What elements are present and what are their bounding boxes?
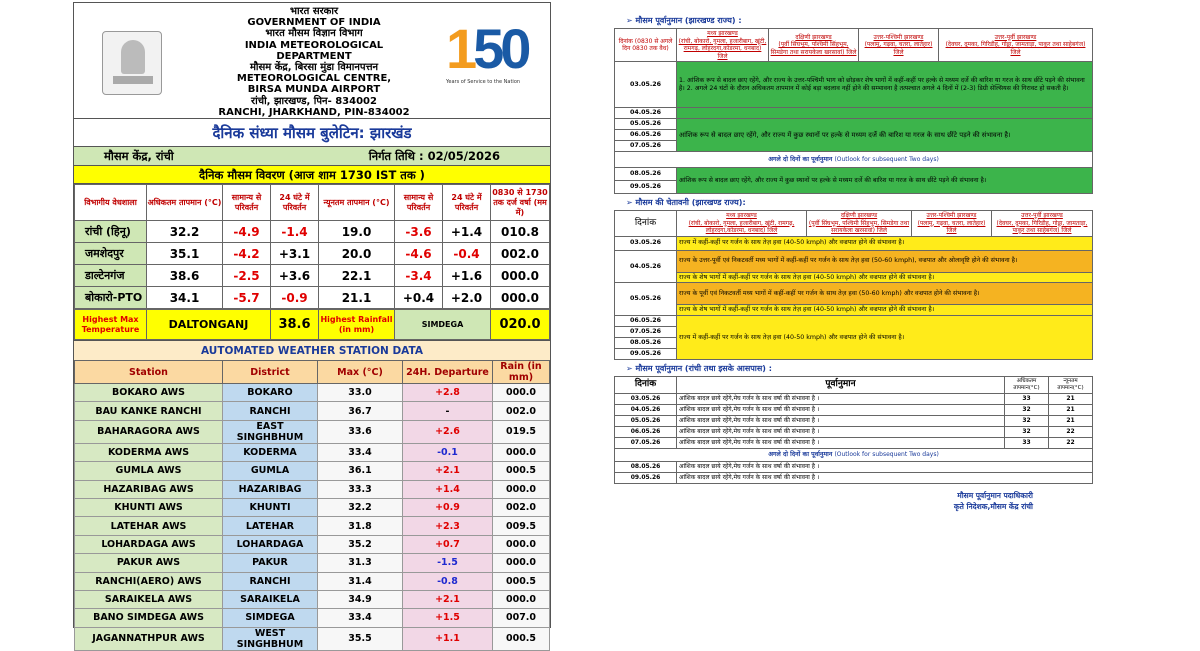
station-name: रांची (हिनू): [75, 221, 147, 243]
centre-name: मौसम केंद्र, रांची: [104, 149, 174, 163]
daily-value: -4.2: [223, 243, 271, 265]
aws-max: 33.6: [318, 420, 403, 443]
warning-date: 03.05.26: [615, 236, 677, 250]
daily-value: +1.4: [443, 221, 491, 243]
ranchi-forecast-title: ➢ मौसम पूर्वानुमान (रांची तथा इसके आसपास) :: [626, 364, 772, 374]
aws-row: [75, 402, 550, 420]
daily-value: -5.7: [223, 287, 271, 309]
station-name: जमशेदपुर: [75, 243, 147, 265]
aws-departure: +2.6: [403, 420, 493, 443]
state-forecast-table: [614, 28, 1093, 194]
forecast-next-title: [615, 152, 1093, 168]
aws-district: LOHARDAGA: [223, 535, 318, 553]
ranchi-forecast: आंशिक बादल छाये रहेंगे,मेघ गर्जन के साथ वर्षा की संभावना है ।: [677, 393, 1005, 404]
daily-col-header: 24 घंटे में परिवर्तन: [443, 185, 491, 221]
warning-row: [615, 250, 1093, 272]
aws-departure: +1.4: [403, 480, 493, 498]
daily-value: +3.6: [271, 265, 319, 287]
aws-rain: 000.5: [493, 462, 550, 480]
daily-value: 38.6: [147, 265, 223, 287]
forecast-date: 06.05.26: [615, 130, 677, 141]
region-header: [912, 211, 992, 237]
header-text: [214, 6, 414, 118]
header-line: भारत मौसम विज्ञान विभाग: [265, 28, 363, 40]
daily-value: +0.4: [395, 287, 443, 309]
ranchi-forecast: आंशिक बादल छाये रहेंगे,मेघ गर्जन के साथ वर्षा की संभावना है ।: [677, 437, 1005, 448]
region-districts: (देवघर, दुमका, गिरिडीह, गोड्डा, जामताड़ा, पाकुर तथा साहेबगंज) जिले: [945, 41, 1086, 56]
ranchi-next-title-row: [615, 448, 1093, 461]
warning-date: 06.05.26: [615, 316, 677, 327]
region-name: दक्षिणी झारखण्ड: [840, 212, 878, 219]
ranchi-min: 21: [1049, 393, 1093, 404]
aws-max: 31.8: [318, 517, 403, 535]
aws-district: KODERMA: [223, 443, 318, 461]
aws-row: [75, 462, 550, 480]
ranchi-forecast: आंशिक बादल छाये रहेंगे,मेघ गर्जन के साथ वर्षा की संभावना है ।: [677, 404, 1005, 415]
aws-max: 32.2: [318, 498, 403, 516]
forecast-row: [615, 119, 1093, 130]
region-header: [939, 29, 1093, 62]
ranchi-date: 06.05.26: [615, 426, 677, 437]
forecast-next-title-row: [615, 152, 1093, 168]
region-districts: (रांची, बोकारो, गुमला, हजारीबाग, खूंटी, रामगढ़, लोहरदगा,कोडरमा, धनबाद) जिले: [688, 219, 795, 234]
signature-line-1: मौसम पूर्वानुमान पदाधिकारी: [957, 490, 1033, 500]
aws-station: BOKARO AWS: [75, 384, 223, 402]
imd-150-years-logo: 150 Years of Service to the Nation: [446, 21, 542, 101]
ranchi-col-header: अधिकतम तापमान(°C): [1005, 377, 1049, 394]
warning-table: [614, 210, 1093, 360]
ranchi-row: [615, 393, 1093, 404]
aws-rain: 000.0: [493, 443, 550, 461]
ranchi-header: [615, 377, 1093, 394]
region-header: [677, 211, 807, 237]
warning-date: 08.05.26: [615, 338, 677, 349]
bulletin-title: दैनिक संध्या मौसम बुलेटिन: झारखंड: [74, 119, 550, 147]
aws-table-header: [75, 361, 550, 384]
next-title-text: अगले दो दिनों का पूर्वानुमान: [768, 451, 833, 459]
warning-header: [615, 211, 1093, 237]
aws-table: [74, 360, 550, 651]
daily-value: 010.8: [491, 221, 550, 243]
daily-row: [75, 265, 550, 287]
warning-row: [615, 236, 1093, 250]
daily-row: [75, 243, 550, 265]
aws-row: [75, 443, 550, 461]
aws-max: 35.5: [318, 627, 403, 650]
region-districts: (देवघर, दुमका, गिरिडीह, गोड्डा, जामताड़ा, पाकुर तथा साहेबगंज) जिले: [996, 219, 1088, 234]
region-districts: (पूर्वी सिंघभूम, पश्चिमी सिंहभूम, सिमडेगा तथा सरायकेला खरसावां) जिले: [770, 41, 857, 56]
aws-district: BOKARO: [223, 384, 318, 402]
daily-value: 19.0: [319, 221, 395, 243]
aws-row: [75, 420, 550, 443]
forecast-date: 07.05.26: [615, 141, 677, 152]
aws-departure: -1.5: [403, 554, 493, 572]
daily-col-header: न्यूनतम तापमान (°C): [319, 185, 395, 221]
daily-value: -4.9: [223, 221, 271, 243]
daily-value: 000.0: [491, 265, 550, 287]
aws-rain: 000.0: [493, 590, 550, 608]
daily-value: -0.4: [443, 243, 491, 265]
daily-col-header: सामान्य से परिवर्तन: [395, 185, 443, 221]
aws-rain: 019.5: [493, 420, 550, 443]
daily-col-header: अधिकतम तापमान (°C): [147, 185, 223, 221]
forecast-text: आंशिक रूप से बादल छाए रहेंगे, और राज्य में कुछ स्थानों पर हल्के से मध्यम दर्जे की बारिश या गरज के साथ छींटे पड़ने की संभावना है।: [677, 168, 1093, 194]
highest-max-label: Highest Max Temperature: [75, 310, 147, 340]
ranchi-date: 09.05.26: [615, 472, 677, 483]
daily-value: 32.2: [147, 221, 223, 243]
forecast-next-row: [615, 168, 1093, 181]
aws-rain: 000.0: [493, 535, 550, 553]
state-forecast-title: ➢ मौसम पूर्वानुमान (झारखण्ड राज्य) :: [626, 16, 742, 25]
ranchi-min: 21: [1049, 404, 1093, 415]
aws-col-header: Rain (in mm): [493, 361, 550, 384]
region-districts: (रांची, बोकारो, गुमला, हजारीबाग, खूंटी, रामगढ़, लोहरदगा,कोडरमा, धनबाद) जिले: [678, 37, 767, 60]
region-header: [807, 211, 912, 237]
ranchi-min: 22: [1049, 426, 1093, 437]
ranchi-forecast: आंशिक बादल छाये रहेंगे,मेघ गर्जन के साथ वर्षा की संभावना है ।: [677, 461, 1093, 472]
centre-issue-row: [74, 147, 550, 166]
aws-station: SARAIKELA AWS: [75, 590, 223, 608]
region-header: [992, 211, 1093, 237]
aws-row: [75, 384, 550, 402]
signature-block: [614, 490, 1093, 512]
region-name: उत्तर-पूर्वी झारखण्ड: [994, 33, 1037, 41]
bulletin-header: [74, 3, 550, 119]
aws-col-header: District: [223, 361, 318, 384]
logo-number: 50: [473, 17, 528, 80]
ranchi-next-row: [615, 472, 1093, 483]
daily-value: -3.4: [395, 265, 443, 287]
daily-value: -1.4: [271, 221, 319, 243]
aws-station: JAGANNATHPUR AWS: [75, 627, 223, 650]
aws-station: KODERMA AWS: [75, 443, 223, 461]
ranchi-max: 32: [1005, 415, 1049, 426]
aws-rain: 000.0: [493, 384, 550, 402]
aws-station: BAU KANKE RANCHI: [75, 402, 223, 420]
aws-station: LATEHAR AWS: [75, 517, 223, 535]
aws-row: [75, 480, 550, 498]
warning-date: 05.05.26: [615, 283, 677, 316]
warning-title: ➢ मौसम की चेतावनी (झारखण्ड राज्य):: [626, 198, 746, 207]
aws-max: 34.9: [318, 590, 403, 608]
aws-district: GUMLA: [223, 462, 318, 480]
ranchi-forecast: आंशिक बादल छाये रहेंगे,मेघ गर्जन के साथ वर्षा की संभावना है ।: [677, 426, 1005, 437]
aws-rain: 000.5: [493, 627, 550, 650]
aws-rain: 000.0: [493, 480, 550, 498]
aws-departure: +1.1: [403, 627, 493, 650]
aws-rain: 000.0: [493, 554, 550, 572]
header-line: RANCHI, JHARKHAND, PIN-834002: [218, 106, 410, 118]
aws-station: KHUNTI AWS: [75, 498, 223, 516]
forecast-date: 08.05.26: [615, 168, 677, 181]
highest-rain-label: Highest Rainfall (in mm): [319, 310, 395, 340]
ranchi-next-row: [615, 461, 1093, 472]
warning-row: [615, 272, 1093, 283]
ranchi-next-title: [615, 448, 1093, 461]
station-name: डाल्टेनगंज: [75, 265, 147, 287]
warning-date: 09.05.26: [615, 349, 677, 360]
next-title-sub: (Outlook for subsequent Two days): [834, 155, 939, 163]
aws-departure: -: [403, 402, 493, 420]
header-line: METEOROLOGICAL CENTRE,: [236, 73, 392, 85]
aws-max: 31.3: [318, 554, 403, 572]
ranchi-min: 22: [1049, 437, 1093, 448]
aws-row: [75, 609, 550, 627]
aws-max: 33.3: [318, 480, 403, 498]
ranchi-col-header: पूर्वानुमान: [677, 377, 1005, 394]
daily-value: 22.1: [319, 265, 395, 287]
aws-station: RANCHI(AERO) AWS: [75, 572, 223, 590]
daily-row: [75, 221, 550, 243]
forecast-date: 04.05.26: [615, 108, 677, 119]
forecast-header: [615, 29, 1093, 62]
aws-station: LOHARDAGA AWS: [75, 535, 223, 553]
region-header: [859, 29, 939, 62]
aws-col-header: Max (°C): [318, 361, 403, 384]
aws-rain: 007.0: [493, 609, 550, 627]
aws-district: EAST SINGHBHUM: [223, 420, 318, 443]
forecast-date: 03.05.26: [615, 62, 677, 108]
daily-col-header: 0830 से 1730 तक दर्ज वर्षा (मम में): [491, 185, 550, 221]
aws-departure: +1.5: [403, 609, 493, 627]
forecast-text: आंशिक रूप से बादल छाए रहेंगे, और राज्य में कुछ स्थानों पर हल्के से मध्यम दर्जे की बारिश या गरज के साथ छींटे पड़ने की संभावना है।: [677, 119, 1093, 152]
ranchi-max: 33: [1005, 437, 1049, 448]
warning-text: राज्य में कहीं-कहीं पर गर्जन के साथ तेज़ हवा (40-50 kmph) और वज्रपात होने की संभावना है।: [677, 236, 1093, 250]
warning-row: [615, 283, 1093, 305]
aws-rain: 002.0: [493, 402, 550, 420]
logo-tagline: Years of Service to the Nation: [446, 79, 521, 85]
highest-max-value: 38.6: [271, 310, 319, 340]
forecast-date: 09.05.26: [615, 181, 677, 194]
forecast-date: 05.05.26: [615, 119, 677, 130]
region-name: उत्तर-पूर्वी झारखण्ड: [1021, 212, 1063, 219]
header-line: BIRSA MUNDA AIRPORT: [247, 84, 381, 96]
forecast-text: [677, 108, 1093, 119]
ranchi-row: [615, 426, 1093, 437]
header-line: रांची, झारखण्ड, पिन- 834002: [251, 95, 377, 107]
daily-value: 34.1: [147, 287, 223, 309]
aws-col-header: 24H. Departure: [403, 361, 493, 384]
warning-text-2: राज्य के शेष भागों में कहीं-कहीं पर गर्जन के साथ तेज़ हवा (40-50 kmph) और वज्रपात होने की संभावना है।: [677, 305, 1093, 316]
aws-district: SIMDEGA: [223, 609, 318, 627]
ranchi-forecast: आंशिक बादल छाये रहेंगे,मेघ गर्जन के साथ वर्षा की संभावना है ।: [677, 472, 1093, 483]
aws-station: HAZARIBAG AWS: [75, 480, 223, 498]
daily-col-header: 24 घंटे में परिवर्तन: [271, 185, 319, 221]
region-name: मध्य झारखण्ड: [726, 212, 757, 219]
daily-observation-table: [74, 184, 550, 309]
warning-date-header: दिनांक: [615, 211, 677, 237]
header-line: मौसम केंद्र, बिरसा मुंडा विमानपत्तन: [249, 62, 379, 74]
ranchi-row: [615, 437, 1093, 448]
daily-value: 35.1: [147, 243, 223, 265]
aws-rain: 000.5: [493, 572, 550, 590]
header-line: GOVERNMENT OF INDIA: [247, 17, 381, 29]
aws-rain: 002.0: [493, 498, 550, 516]
ranchi-date: 07.05.26: [615, 437, 677, 448]
highest-rain-station: SIMDEGA: [395, 310, 491, 340]
warning-date: 07.05.26: [615, 327, 677, 338]
aws-max: 31.4: [318, 572, 403, 590]
highest-rain-value: 020.0: [491, 310, 550, 340]
region-districts: (पूर्वी सिंघभूम, पश्चिमी सिंहभूम, सिमडेगा तथा सरायकेला खरसावां) जिले: [808, 219, 910, 234]
ranchi-max: 33: [1005, 393, 1049, 404]
signature-line-2: कृते निदेशक,मौसम केंद्र रांची: [953, 501, 1033, 511]
ranchi-min: 21: [1049, 415, 1093, 426]
region-districts: (पलामू, गढ़वा, चतरा, लातेहार) जिले: [864, 41, 933, 56]
warning-row: [615, 305, 1093, 316]
ranchi-date: 05.05.26: [615, 415, 677, 426]
warning-row: [615, 316, 1093, 327]
forecast-row: [615, 108, 1093, 119]
next-title-sub: (Outlook for subsequent Two days): [834, 451, 939, 459]
aws-departure: +2.1: [403, 590, 493, 608]
aws-district: RANCHI: [223, 572, 318, 590]
daily-col-header: सामान्य से परिवर्तन: [223, 185, 271, 221]
next-title-text: अगले दो दिनों का पूर्वानुमान: [768, 155, 833, 163]
forecast-panel: [614, 14, 1093, 616]
aws-departure: +0.7: [403, 535, 493, 553]
aws-row: [75, 590, 550, 608]
ranchi-date: 04.05.26: [615, 404, 677, 415]
ranchi-col-header: न्यूनतम तापमान(°C): [1049, 377, 1093, 394]
header-line: INDIA METEOROLOGICAL DEPARTMENT: [244, 39, 384, 62]
aws-district: RANCHI: [223, 402, 318, 420]
aws-district: LATEHAR: [223, 517, 318, 535]
highlights-table: [74, 309, 550, 340]
aws-departure: +2.1: [403, 462, 493, 480]
daily-bulletin-panel: [73, 2, 551, 650]
ranchi-date: 03.05.26: [615, 393, 677, 404]
region-name: उत्तर-पश्चिमी झारखण्ड: [873, 33, 924, 41]
aws-departure: -0.8: [403, 572, 493, 590]
daily-value: -4.6: [395, 243, 443, 265]
aws-max: 33.4: [318, 609, 403, 627]
daily-value: +1.6: [443, 265, 491, 287]
warning-text: राज्य के उत्तर-पूर्वी एवं निकटवर्ती मध्य भागों में कहीं-कहीं पर गर्जन के साथ तेज़ हवा (50-60 kmph), वज्रपात और ओलावृष्टि होने की संभावना है।: [677, 250, 1093, 272]
daily-col-header: विभागीय वेधशाला: [75, 185, 147, 221]
aws-row: [75, 627, 550, 650]
aws-row: [75, 572, 550, 590]
forecast-row: [615, 62, 1093, 108]
aws-district: HAZARIBAG: [223, 480, 318, 498]
aws-rain: 009.5: [493, 517, 550, 535]
aws-station: GUMLA AWS: [75, 462, 223, 480]
aws-district: WEST SINGHBHUM: [223, 627, 318, 650]
national-emblem-icon: [102, 31, 162, 95]
daily-value: -2.5: [223, 265, 271, 287]
aws-max: 35.2: [318, 535, 403, 553]
daily-title: दैनिक मौसम विवरण (आज शाम 1730 IST तक ): [74, 166, 550, 184]
aws-title: AUTOMATED WEATHER STATION DATA: [74, 340, 550, 360]
aws-row: [75, 554, 550, 572]
aws-station: BANO SIMDEGA AWS: [75, 609, 223, 627]
region-name: उत्तर-पश्चिमी झारखण्ड: [926, 212, 977, 219]
aws-departure: -0.1: [403, 443, 493, 461]
daily-value: 20.0: [319, 243, 395, 265]
aws-max: 33.0: [318, 384, 403, 402]
daily-value: 21.1: [319, 287, 395, 309]
station-name: बोकारो-PTO: [75, 287, 147, 309]
aws-district: KHUNTI: [223, 498, 318, 516]
daily-value: -0.9: [271, 287, 319, 309]
ranchi-date: 08.05.26: [615, 461, 677, 472]
daily-value: +2.0: [443, 287, 491, 309]
region-name: मध्य झारखण्ड: [707, 30, 738, 37]
daily-value: 002.0: [491, 243, 550, 265]
aws-max: 33.4: [318, 443, 403, 461]
warning-date: 04.05.26: [615, 250, 677, 283]
aws-max: 36.7: [318, 402, 403, 420]
aws-departure: +2.3: [403, 517, 493, 535]
ranchi-row: [615, 404, 1093, 415]
ranchi-max: 32: [1005, 426, 1049, 437]
warning-text-2: राज्य के शेष भागों में कहीं-कहीं पर गर्जन के साथ तेज़ हवा (40-50 kmph) और वज्रपात होने की संभावना है।: [677, 272, 1093, 283]
region-header: [677, 29, 769, 62]
aws-row: [75, 498, 550, 516]
region-districts: (पलामू, गढ़वा, चतरा, लातेहार) जिले: [917, 219, 986, 234]
warning-text: राज्य के पूर्वी एवं निकटवर्ती मध्य भागों में कहीं-कहीं पर गर्जन के साथ तेज़ हवा (50-60 kmph) और वज्रपात होने की संभावना है।: [677, 283, 1093, 305]
ranchi-max: 32: [1005, 404, 1049, 415]
daily-row: [75, 287, 550, 309]
aws-district: SARAIKELA: [223, 590, 318, 608]
warning-text: राज्य में कहीं-कहीं पर गर्जन के साथ तेज़ हवा (40-50 kmph) और वज्रपात होने की संभावना है।: [677, 316, 1093, 360]
ranchi-row: [615, 415, 1093, 426]
aws-district: PAKUR: [223, 554, 318, 572]
forecast-date-header: दिनांक (0830 से अगले दिन 0830 तक वैध): [615, 29, 677, 62]
aws-max: 36.1: [318, 462, 403, 480]
highest-max-station: DALTONGANJ: [147, 310, 271, 340]
header-line: भारत सरकार: [289, 6, 339, 17]
aws-departure: +0.9: [403, 498, 493, 516]
region-header: [769, 29, 859, 62]
daily-value: -3.6: [395, 221, 443, 243]
ranchi-forecast: आंशिक बादल छाये रहेंगे,मेघ गर्जन के साथ वर्षा की संभावना है ।: [677, 415, 1005, 426]
issue-date: निर्गत तिथि : 02/05/2026: [368, 149, 500, 163]
ranchi-col-header: दिनांक: [615, 377, 677, 394]
ranchi-forecast-table: [614, 376, 1093, 484]
daily-table-header: [75, 185, 550, 221]
daily-value: 000.0: [491, 287, 550, 309]
region-name: दक्षिणी झारखण्ड: [795, 33, 832, 41]
aws-col-header: Station: [75, 361, 223, 384]
aws-departure: +2.8: [403, 384, 493, 402]
forecast-text: 1. आंशिक रूप से बादल छाए रहेंगे, और राज्य के उत्तर-पश्चिमी भाग को छोड़कर शेष भागों में कहीं-कहीं पर हल्के से मध्यम दर्जे की बारिश या गरज के साथ छींटे पड़ने की संभावना है। 2. अगले 24 घंटों के दौरान अधिकतम तापमान में कोई बड़ा बदलाव नहीं होने की सम्भावना है तत्पश्चात अगले 4 दिनों में (2-3) डिग्री सेल्सियस की गिरावट हो सकती है।: [677, 62, 1093, 108]
daily-value: +3.1: [271, 243, 319, 265]
aws-station: BAHARAGORA AWS: [75, 420, 223, 443]
aws-station: PAKUR AWS: [75, 554, 223, 572]
aws-row: [75, 517, 550, 535]
aws-row: [75, 535, 550, 553]
